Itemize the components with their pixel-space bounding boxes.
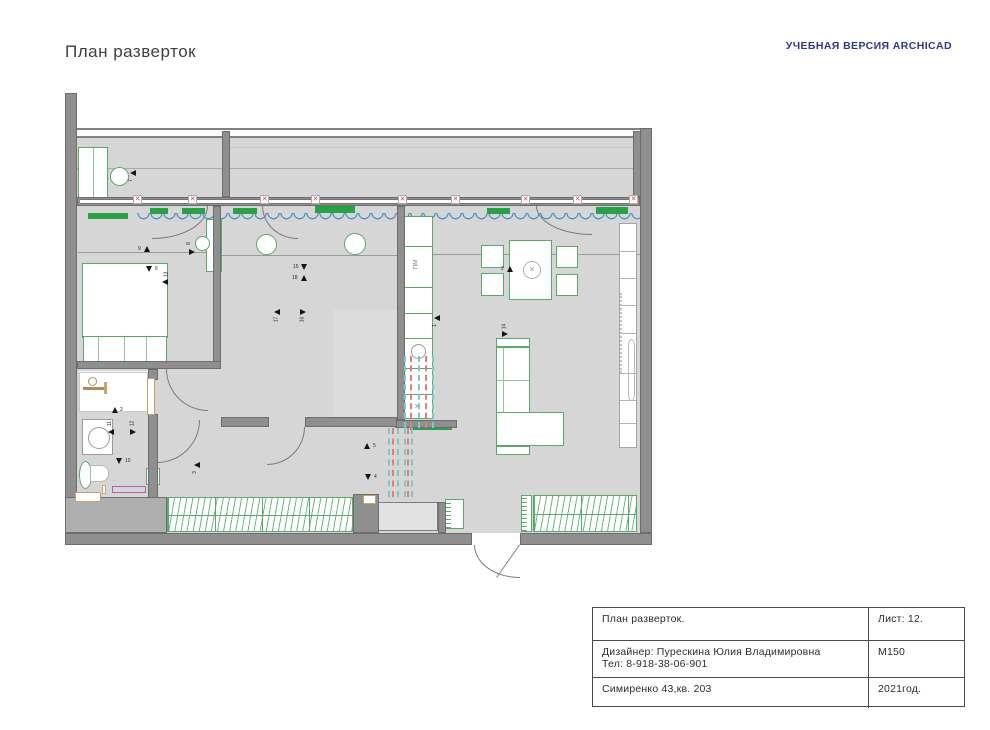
plan-graphic — [432, 356, 434, 428]
plan-graphic: 11 — [107, 420, 114, 427]
plan-graphic: 10 — [125, 458, 131, 464]
plan-graphic — [130, 170, 136, 176]
bed-pillow-row — [83, 336, 167, 363]
plan-graphic: 9 — [138, 246, 141, 252]
plan-graphic — [274, 309, 280, 315]
plan-graphic — [104, 382, 107, 394]
wall-midroom-bottom-b — [305, 417, 397, 427]
plan-graphic — [620, 293, 622, 373]
page-title: План разверток — [65, 42, 197, 61]
bath-door-leaf — [147, 378, 155, 415]
plan-graphic: 8 — [185, 242, 192, 245]
plan-graphic — [404, 428, 406, 497]
plan-graphic — [410, 356, 412, 428]
plan-graphic — [365, 474, 371, 480]
year: 2021год. — [878, 683, 922, 695]
dining-chair — [556, 246, 578, 268]
midroom-chair-round — [344, 233, 366, 255]
sheet-number: Лист: 12. — [878, 613, 924, 625]
radiator — [315, 206, 355, 213]
window-mullion-mark: ✕ — [261, 196, 268, 203]
entry-wardrobe — [533, 495, 637, 532]
shaft-block — [65, 497, 167, 533]
plan-graphic — [146, 266, 152, 272]
plan-graphic: 13 — [163, 271, 170, 278]
window-glass — [80, 199, 637, 204]
wall-entry-stub — [438, 502, 446, 533]
plan-graphic: 17 — [273, 316, 280, 323]
entry-door-arc — [474, 545, 520, 578]
plan-graphic — [502, 331, 508, 337]
archicad-watermark: УЧЕБНАЯ ВЕРСИЯ ARCHICAD — [785, 40, 952, 52]
wall-bath-right-bottom — [148, 414, 158, 498]
plan-graphic — [434, 315, 440, 321]
plan-graphic — [301, 275, 307, 281]
plan-graphic — [189, 249, 195, 255]
balcony-partition — [222, 131, 230, 197]
plan-graphic: 12 — [129, 420, 136, 427]
midroom-chair-round — [195, 236, 210, 251]
dining-chair — [481, 245, 504, 268]
plan-graphic — [620, 333, 636, 334]
plan-graphic — [392, 428, 394, 497]
toilet-bowl — [90, 465, 109, 482]
designer-name: Дизайнер: Пурескина Юлия Владимировна — [602, 646, 821, 658]
address: Симиренко 43,кв. 203 — [593, 678, 869, 708]
dishwasher-label: ПМ — [412, 259, 420, 270]
radiator — [596, 207, 628, 214]
window-mullion-mark: ✕ — [134, 196, 141, 203]
plan-graphic — [116, 458, 122, 464]
radiator — [150, 208, 168, 214]
wall-bottom-right — [520, 533, 652, 545]
balcony-glazing — [77, 128, 640, 138]
plan-graphic: 18 — [292, 275, 298, 281]
plan-graphic — [146, 337, 147, 362]
title-block — [592, 607, 965, 707]
plan-graphic: 15 — [293, 264, 299, 270]
balcony-rail-line — [77, 168, 640, 169]
wardrobe-right — [619, 223, 637, 448]
plan-graphic — [397, 428, 399, 497]
plan-graphic — [98, 337, 99, 362]
plan-graphic — [620, 251, 636, 252]
window-mullion-mark: ✕ — [452, 196, 459, 203]
kitchen-cabinet — [404, 216, 433, 247]
window-mullion-mark: ✕ — [312, 196, 319, 203]
radiator — [233, 208, 257, 214]
sofa-chaise — [496, 412, 564, 446]
sofa-body — [496, 347, 530, 413]
plan-graphic: 2 — [501, 266, 504, 272]
bed — [82, 263, 168, 338]
plan-graphic: 3 — [191, 471, 198, 474]
dining-chair — [481, 273, 504, 296]
plan-graphic — [144, 246, 150, 252]
scale: М150 — [878, 646, 906, 658]
plan-graphic: 1 — [431, 324, 438, 327]
plan-graphic — [300, 309, 306, 315]
plan-graphic: 4 — [374, 474, 377, 480]
plan-graphic — [507, 266, 513, 272]
wall-right-balcony — [633, 131, 641, 197]
plan-graphic: 7 — [127, 179, 134, 182]
bath-brush — [102, 485, 106, 494]
plan-graphic — [162, 279, 168, 285]
dining-chair — [556, 274, 578, 296]
kitchen-cabinet — [404, 287, 433, 314]
plan-graphic — [404, 356, 406, 428]
plan-graphic — [388, 428, 390, 497]
window-mullion-mark: ✕ — [630, 196, 637, 203]
plan-graphic: 6 — [155, 266, 158, 272]
kitchen-green-line — [410, 428, 452, 430]
plan-graphic — [130, 429, 136, 435]
wall-bedroom-bottom — [77, 361, 221, 369]
radiator — [182, 208, 205, 214]
plan-graphic: 5 — [373, 443, 376, 449]
dining-table — [509, 240, 552, 300]
plan-graphic — [418, 356, 420, 428]
bath-shelf — [75, 492, 101, 502]
radiator — [487, 208, 510, 214]
entry-small-box — [363, 495, 376, 504]
shoe-cabinet — [445, 499, 464, 529]
plan-graphic — [88, 427, 110, 449]
designer-info — [593, 641, 869, 677]
title-block-row — [593, 608, 964, 641]
plan-graphic — [620, 423, 636, 424]
hall-wardrobe — [167, 497, 353, 532]
wall-right — [640, 128, 652, 533]
entry-niche — [378, 502, 438, 531]
entry-side-shelf — [521, 495, 532, 532]
midroom-chair-round — [256, 234, 277, 255]
bathtub — [79, 372, 148, 412]
balcony-line2 — [230, 147, 640, 148]
plan-graphic — [620, 278, 636, 279]
drawing-name: План разверток. — [593, 608, 869, 640]
plan-graphic — [194, 462, 200, 468]
plan-graphic — [497, 380, 529, 381]
window-mullion-mark: ✕ — [522, 196, 529, 203]
wall-midroom-bottom-a — [221, 417, 269, 427]
sofa-back-cap — [496, 338, 530, 347]
designer-phone: Тел: 8-918-38-06-901 — [602, 658, 708, 670]
plan-graphic — [407, 428, 409, 497]
wall-bottom-left — [65, 533, 472, 545]
sofa-bottom-cap — [496, 446, 530, 455]
kitchen-counter — [404, 313, 433, 339]
table-decor: ✕ — [523, 261, 541, 279]
hob-mark: ✕ — [414, 402, 421, 411]
plan-graphic: 2 — [120, 407, 123, 413]
plan-graphic — [112, 407, 118, 413]
plan-graphic — [88, 377, 97, 386]
kitchen-dishwasher — [404, 246, 433, 288]
balcony-table-round — [110, 167, 129, 186]
title-block-row — [593, 641, 964, 678]
plan-graphic: 16 — [299, 316, 306, 323]
plan-graphic — [364, 443, 370, 449]
plan-graphic — [620, 305, 636, 306]
window-mullion-mark: ✕ — [399, 196, 406, 203]
window-mullion-mark: ✕ — [189, 196, 196, 203]
plan-graphic — [124, 337, 125, 362]
wall-left — [65, 93, 77, 545]
plan-graphic — [628, 339, 635, 401]
plan-graphic — [301, 264, 307, 270]
title-block-row — [593, 678, 964, 708]
towel-bench — [112, 486, 146, 493]
rug — [333, 310, 397, 417]
plan-graphic — [411, 428, 413, 497]
plan-graphic — [620, 400, 636, 401]
wall-bedroom-midroom — [213, 206, 221, 369]
plan-graphic — [93, 148, 94, 199]
soffit-line-midroom — [221, 255, 397, 256]
radiator — [88, 213, 128, 219]
plan-graphic — [425, 356, 427, 428]
window-mullion-mark: ✕ — [574, 196, 581, 203]
plan-graphic — [108, 429, 114, 435]
plan-graphic: 14 — [501, 323, 508, 330]
balcony-cabinet — [78, 147, 108, 200]
